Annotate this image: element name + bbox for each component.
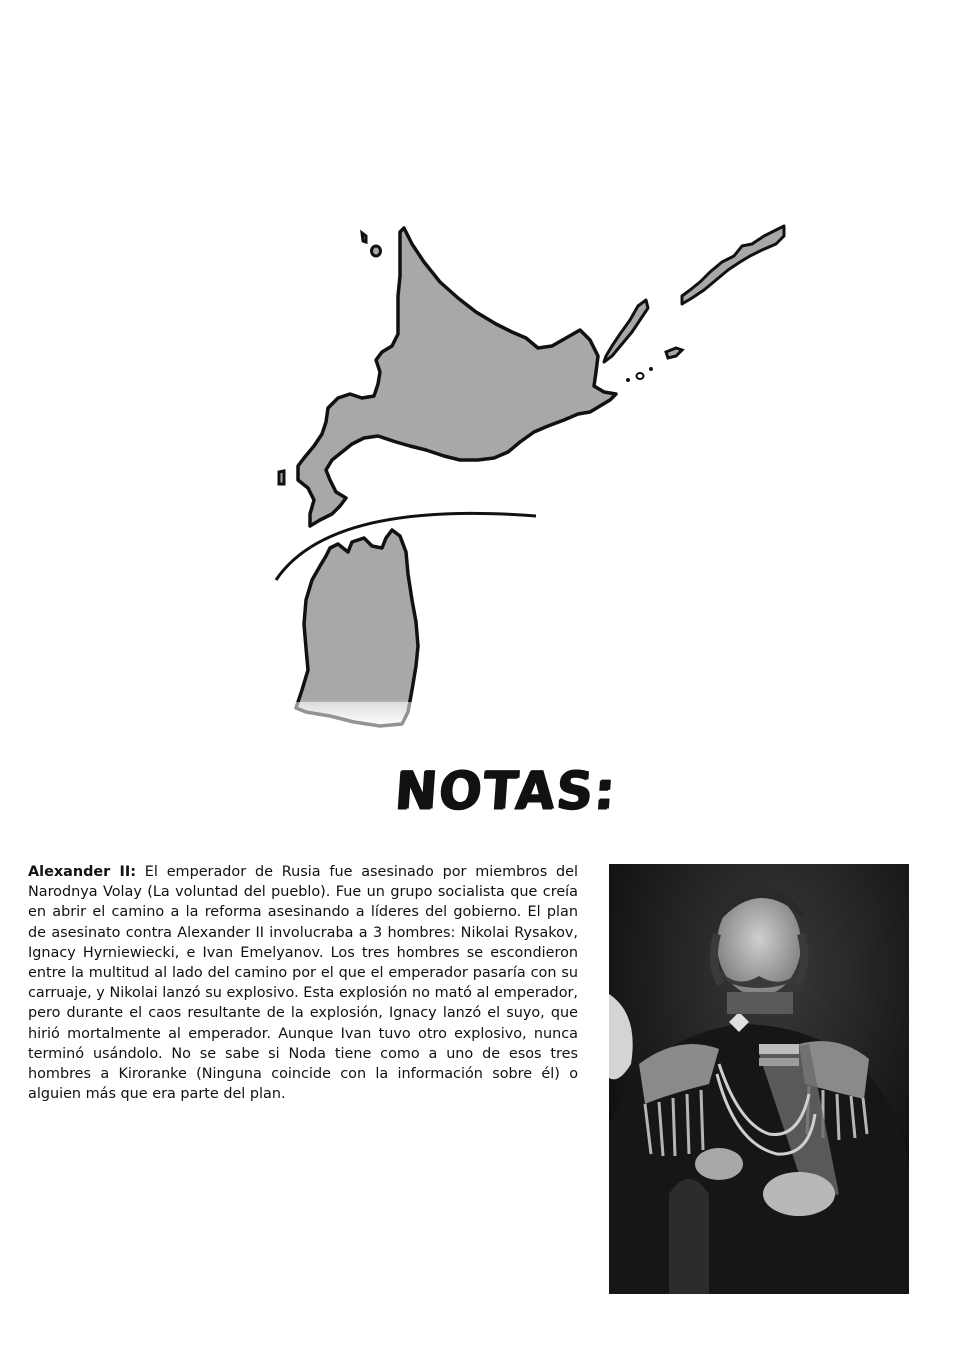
note-paragraph bbox=[28, 862, 578, 1104]
kunashir-island bbox=[604, 300, 648, 362]
hokkaido-island bbox=[298, 228, 616, 526]
note-body: El emperador de Rusia fue asesinado por miembros del Narodnya Volay (La voluntad del pueblo). Fue un grupo socialista que creía en abrir el camino a la reforma asesinando a líderes del gobierno. El plan de asesinato contra Alexander II involucraba a 3 hombres: Nikolai Rysakov, Ignacy Hyrniewiecki, e Ivan Emelyanov. Los tres hombres se escondieron entre la multitud al lado del camino por el que el emperador pasaría con su carruaje, y Nikolai lanzó su explosivo. Esta explosión no mató al emperador, pero durante el caos resultante de la explosión, Ignacy lanzó el suyo, que hirió mortalmente al emperador. Aunque Ivan tuvo otro explosivo, nunca terminó usándolo. No se sabe si Noda tiene como a uno de esos tres hombres a Kiroranke (Ninguna coincide con la información sobre él) o alguien más que era parte del plan. bbox=[28, 864, 579, 1103]
notes-title: NOTAS: bbox=[393, 760, 619, 822]
habomai-islet bbox=[649, 367, 653, 371]
rishiri-island bbox=[372, 246, 381, 256]
habomai-islet bbox=[637, 373, 644, 379]
rebun-island bbox=[362, 233, 366, 242]
honshu-island bbox=[296, 530, 418, 726]
iturup-island bbox=[682, 226, 784, 304]
hokkaido-map bbox=[260, 215, 800, 735]
habomai-islet bbox=[626, 378, 630, 382]
okushiri-island bbox=[279, 471, 284, 484]
note-term: Alexander II: bbox=[28, 864, 136, 880]
alexander-ii-portrait bbox=[609, 864, 909, 1294]
shikotan-island bbox=[666, 348, 682, 358]
